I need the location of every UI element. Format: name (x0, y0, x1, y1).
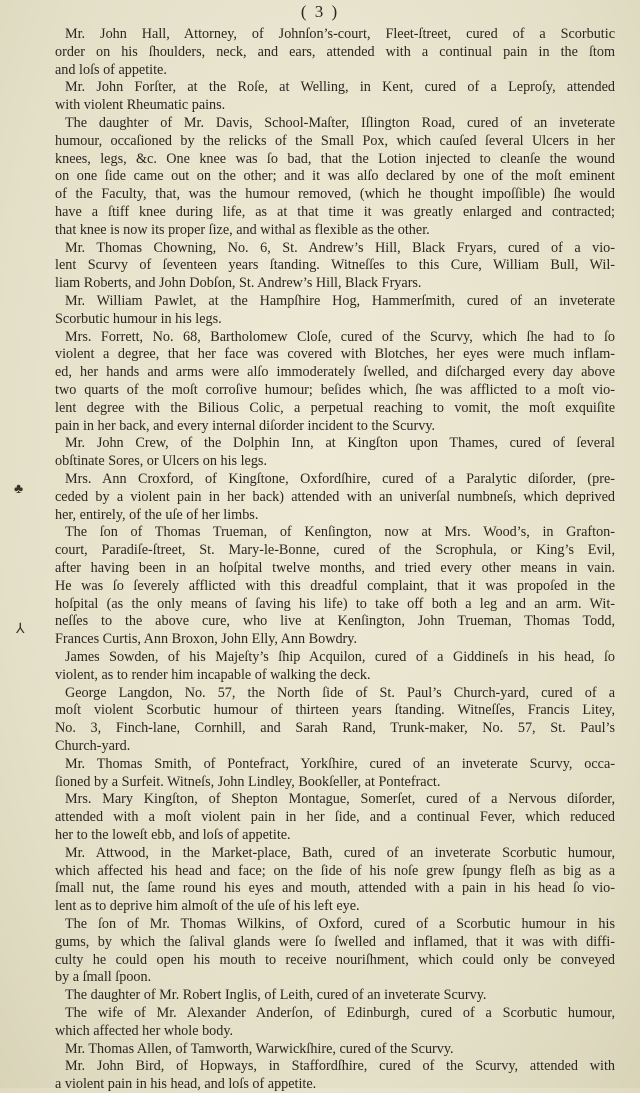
text-line: lent Scurvy of ſeventeen years ſtanding. Witneſſes to this Cure, William Bull, Wil- (55, 257, 615, 274)
text-line: hoſpital (as the only means of ſaving his life) to take off both a leg and an arm. Wit- (55, 595, 615, 612)
text-line: after having been in an hoſpital twelve months, and tried every other means in vain. (55, 560, 615, 576)
page-number: ( 3 ) (300, 2, 340, 21)
text-line: order on his ſhoulders, neck, and ears, attended with a continual pain in the ſtom (55, 43, 615, 60)
text-line: ſmall nut, the ſame round his eyes and mouth, attended with a pain in his head ſo vio- (55, 880, 615, 897)
text-line: that knee is now its proper ſize, and withal as flexible as the other. (55, 221, 430, 238)
text-line: The ſon of Mr. Thomas Wilkins, of Oxford, cured of a Scorbutic humour in his (65, 916, 615, 932)
text-line: humour, occaſioned by the relicks of the Small Pox, which cauſed ſeveral Ulcers in her (55, 132, 615, 149)
text-line: lent degree with the Bilious Colic, a perpetual reaching to vomit, the moſt exquiſite (55, 399, 615, 416)
text-line: with violent Rheumatic pains. (55, 97, 226, 114)
text-line: Church-yard. (55, 738, 131, 754)
text-line: Mr. Thomas Smith, of Pontefract, Yorkſhire, cured of an inveterate Scurvy, occa- (65, 755, 615, 772)
text-line: George Langdon, No. 57, the North ſide of St. Paul’s Church-yard, cured of a (65, 684, 615, 701)
text-line: of the Faculty, that, was the humour removed, (which he thought impoſſible) ſhe would (55, 186, 615, 203)
margin-mark-hand: ♣ (14, 482, 24, 497)
text-line: court, Paradiſe-ſtreet, St. Mary-le-Bonne, cured of the Scrophula, or King’s Evil, (55, 542, 615, 559)
text-line: lent as to deprive him almoſt of the uſe of his left eye. (55, 898, 360, 915)
text-line: obſtinate Sores, or Ulcers on his legs. (55, 453, 267, 470)
text-line: Frances Curtis, Ann Broxon, John Elly, Ann Bowdry. (55, 631, 358, 648)
text-line: Mr. John Forſter, at the Roſe, at Welling, in Kent, cured of a Leproſy, attended (65, 79, 615, 96)
text-line: Mrs. Ann Croxford, of Kingſtone, Oxfordſhire, cured of a Paralytic diſorder, (pre- (65, 471, 615, 487)
text-line: ed, her hands and arms were alſo immoderately ſwelled, and diſcharged every day above (55, 364, 615, 381)
text-line: violent, as to render him incapable of walking the deck. (55, 666, 371, 683)
text-line: Mrs. Forrett, No. 68, Bartholomew Cloſe, cured of the Scurvy, which ſhe had to ſo (65, 328, 615, 345)
text-line: Mr. John Hall, Attorney, of Johnſon’s-court, Fleet-ſtreet, cured of a Scorbutic (65, 26, 615, 42)
text-line: neſſes to the above cure, who live at Kenſington, John Trueman, Thomas Todd, (55, 613, 615, 630)
text-line: Mr. John Crew, of the Dolphin Inn, at Kingſton upon Thames, cured of ſeveral (65, 435, 615, 452)
text-line: Mr. Attwood, in the Market-place, Bath, cured of an inveterate Scorbutic humour, (65, 844, 615, 861)
text-line: which affected her whole body. (55, 1022, 234, 1039)
text-line: Mr. John Bird, of Hopways, in Staffordſhire, cured of the Scurvy, attended with (65, 1058, 615, 1075)
text-line: Mr. William Pawlet, at the Hampſhire Hog, Hammerſmith, cured of an inveterate (65, 293, 615, 309)
text-line: Scorbutic humour in his legs. (55, 310, 222, 327)
text-line: culty he could open his mouth to receive nouriſhment, which could only be conveyed (55, 951, 615, 968)
text-line: The daughter of Mr. Davis, School-Maſter, Iſlington Road, cured of an inveterate (65, 115, 615, 131)
text-line: Mrs. Mary Kingſton, of Shepton Montague, Somerſet, cured of a Nervous diſorder, (65, 791, 615, 808)
text-line: and loſs of appetite. (55, 61, 167, 78)
text-line: ceded by a violent pain in her back) attended with an univerſal numbneſs, which deprived (55, 488, 615, 505)
text-line: The wife of Mr. Alexander Anderſon, of Edinburgh, cured of a Scorbutic humour, (65, 1005, 615, 1021)
text-line: her, entirely, of the uſe of her limbs. (55, 506, 259, 523)
text-line: The daughter of Mr. Robert Inglis, of Leith, cured of an inveterate Scurvy. (65, 987, 487, 1004)
text-line: James Sowden, of his Majeſty’s ſhip Acquilon, cured of a Giddineſs in his head, ſo (65, 649, 615, 665)
text-line: violent a degree, that her face was covered with Blotches, her eyes were much inflam- (55, 346, 615, 363)
text-line: pain in her back, and every internal diſorder incident to the Scurvy. (55, 417, 436, 434)
text-line: her to the loweſt ebb, and loſs of appetite. (55, 827, 291, 843)
text-line: The ſon of Thomas Trueman, of Kenſington, now at Mrs. Wood’s, in Grafton- (65, 524, 615, 541)
text-line: gums, by which the ſalival glands were ſo ſwelled and inflamed, that it was with diffi- (55, 933, 615, 950)
text-line: which affected his head and face; on the ſide of his noſe grew ſpungy fleſh as big as a (55, 862, 615, 879)
text-line: No. 3, Finch-lane, Cornhill, and Sarah Rand, Trunk-maker, No. 57, St. Paul’s (55, 720, 615, 737)
text-line: He was ſo ſeverely afflicted with this dreadful complaint, that it was propoſed in the (55, 577, 615, 594)
margin-mark-caret: ⅄ (16, 622, 25, 637)
text-line: by a ſmall ſpoon. (55, 969, 152, 986)
text-line: attended with a moſt violent pain in her ſide, and a continual Fever, which reduced (55, 809, 615, 826)
text-line: Mr. Thomas Chowning, No. 6, St. Andrew’s Hill, Black Fryars, cured of a vio- (65, 239, 615, 256)
text-line: knees, legs, &c. One knee was ſo bad, that the Lotion injected to cleanſe the wound (55, 150, 615, 167)
text-line: ſioned by a Surfeit. Witneſs, John Lindley, Bookſeller, at Pontefract. (55, 773, 441, 790)
text-line: liam Roberts, and John Dobſon, St. Andrew’s Hill, Black Fryars. (55, 275, 422, 292)
text-line: Mr. Thomas Allen, of Tamworth, Warwickſhire, cured of the Scurvy. (65, 1040, 454, 1057)
text-line: moſt violent Scorbutic humour of thirteen years ſtanding. Witneſſes, Francis Litey, (55, 702, 615, 719)
text-line: a violent pain in his head, and loſs of appetite. (55, 1076, 317, 1093)
text-line: have a ſtiff knee during life, as at that time it was greatly enlarged and contracted; (55, 204, 615, 220)
text-line: two quarts of the moſt corroſive humour; beſides which, ſhe was afflicted to a moſt vio- (55, 382, 615, 398)
text-line: on one ſide came out on the other; and it was alſo declared by one of the moſt eminent (55, 168, 615, 185)
